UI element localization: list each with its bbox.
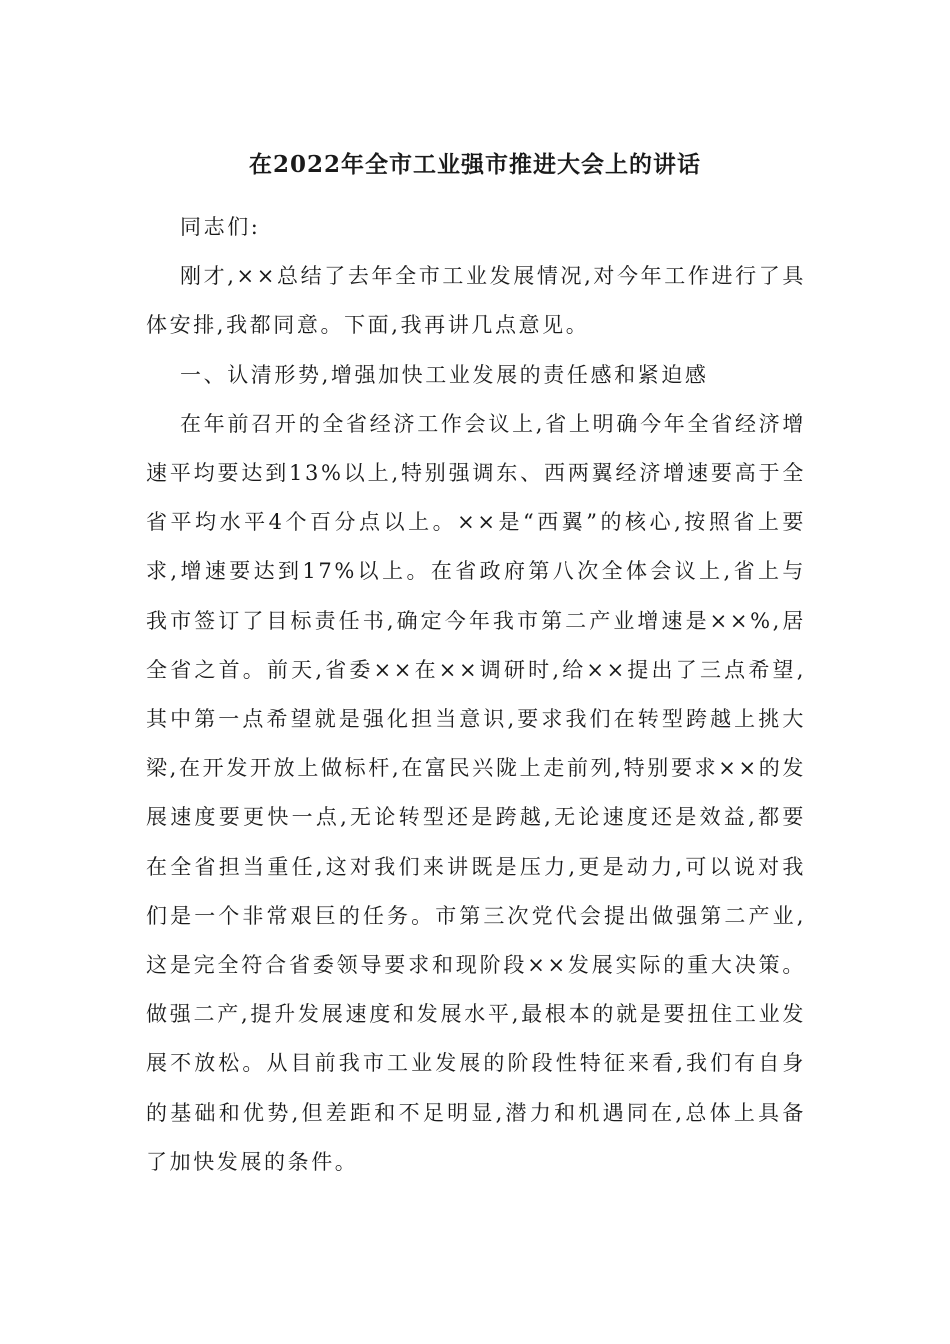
section-heading: 一、认清形势,增强加快工业发展的责任感和紧迫感: [180, 362, 709, 387]
intro-paragraph: 刚才,××总结了去年全市工业发展情况,对今年工作进行了具体安排,我都同意。下面,我再讲几点意见。: [146, 264, 806, 338]
body-paragraph: 在年前召开的全省经济工作会议上,省上明确今年全省经济增速平均要达到13%以上,特别强调东、西两翼经济增速要高于全省平均水平4个百分点以上。××是“西翼”的核心,按照省上要求,增速要达到17%以上。在省政府第八次全体会议上,省上与我市签订了目标责任书,确定今年我市第二产业增速是××%,居全省之首。前天,省委××在××调研时,给××提出了三点希望,其中第一点希望就是强化担当意识,要求我们在转型跨越上挑大梁,在开发开放上做标杆,在富民兴陇上走前列,特别要求××的发展速度要更快一点,无论转型还是跨越,无论速度还是效益,都要在全省担当重任,这对我们来讲既是压力,更是动力,可以说对我们是一个非常艰巨的任务。市第三次党代会提出做强第二产业,这是完全符合省委领导要求和现阶段××发展实际的重大决策。做强二产,提升发展速度和发展水平,最根本的就是要扭住工业发展不放松。从目前我市工业发展的阶段性特征来看,我们有自身的基础和优势,但差距和不足明显,潜力和机遇同在,总体上具备了加快发展的条件。: [146, 411, 806, 1174]
document-title: 在2022年全市工业强市推进大会上的讲话: [248, 151, 701, 178]
document-body: [146, 203, 806, 1187]
salutation-paragraph: 同志们:: [180, 215, 261, 239]
